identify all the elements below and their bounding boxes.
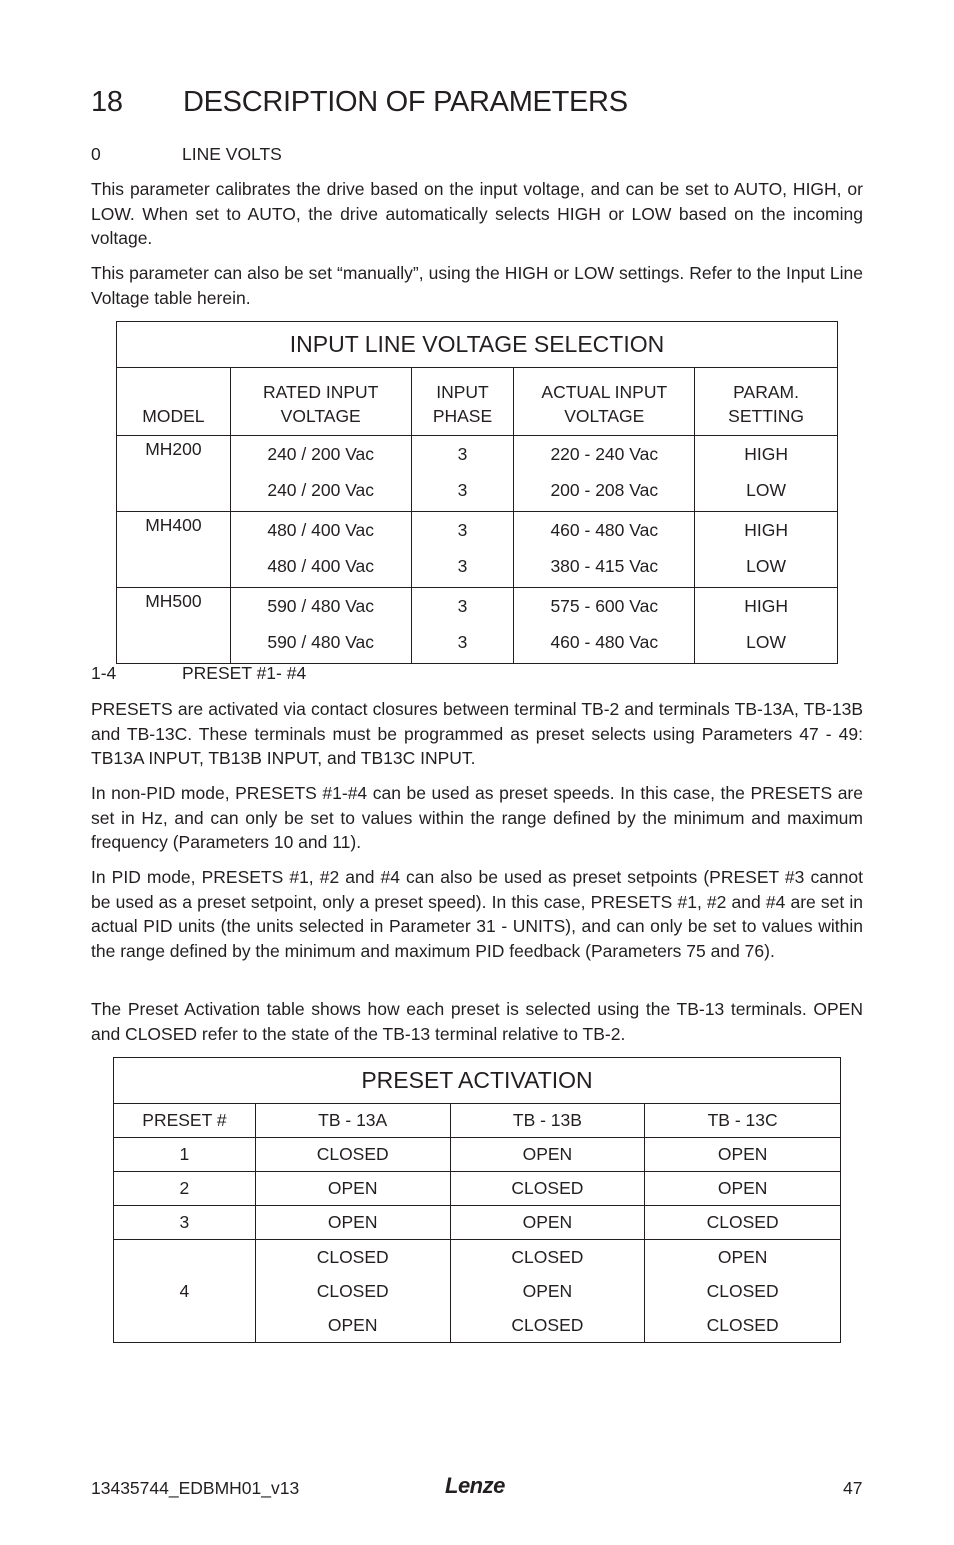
terminal-state: CLOSED (316, 1247, 389, 1267)
preset-state-cell (645, 1206, 841, 1240)
voltage-value: 3 (457, 632, 468, 652)
voltage-cell (230, 588, 411, 664)
voltage-value: 240 / 200 Vac (267, 480, 375, 500)
model-cell: MH200 (117, 436, 231, 512)
voltage-table-title: INPUT LINE VOLTAGE SELECTION (117, 322, 838, 368)
voltage-value: 480 / 400 Vac (267, 520, 375, 540)
voltage-value: 200 - 208 Vac (550, 480, 659, 500)
preset-state-cell (645, 1172, 841, 1206)
section-heading (91, 86, 628, 119)
preset-col-header: TB - 13B (450, 1104, 645, 1138)
voltage-cell (695, 512, 838, 588)
terminal-state: CLOSED (511, 1247, 584, 1267)
voltage-value: 3 (457, 480, 468, 500)
voltage-value: HIGH (744, 520, 788, 540)
voltage-col-header: INPUT PHASE (411, 368, 514, 436)
terminal-state: CLOSED (706, 1281, 779, 1301)
voltage-value: 590 / 480 Vac (267, 596, 375, 616)
preset-state-cell (450, 1240, 645, 1343)
voltage-value: 3 (457, 556, 468, 576)
param0-paragraph-1: This parameter calibrates the drive based on the input voltage, and can be set to AUTO, HIGH, or LOW. When set to AUTO, the drive automatically selects HIGH or LOW based on the incoming voltage. (91, 179, 863, 248)
voltage-cell (695, 588, 838, 664)
model-cell: MH400 (117, 512, 231, 588)
voltage-col-header: MODEL (117, 368, 231, 436)
terminal-state: CLOSED (316, 1144, 389, 1164)
voltage-row-group (117, 436, 838, 512)
voltage-value: 480 / 400 Vac (267, 556, 375, 576)
param0-number: 0 (91, 144, 101, 164)
preset-col-header: TB - 13A (255, 1104, 450, 1138)
preset-row (114, 1206, 841, 1240)
model-cell: MH500 (117, 588, 231, 664)
voltage-value: 3 (457, 520, 468, 540)
voltage-value: HIGH (744, 444, 788, 464)
terminal-state: OPEN (717, 1144, 768, 1164)
voltage-cell (411, 512, 514, 588)
voltage-col-header: RATED INPUT VOLTAGE (230, 368, 411, 436)
terminal-state: OPEN (522, 1281, 573, 1301)
terminal-state: OPEN (327, 1178, 378, 1198)
param1-4-paragraph-1: PRESETS are activated via contact closures between terminal TB-2 and terminals TB-13A, TB-13B and TB-13C. These terminals must be programmed as preset selects using Parameters 47 - 49: TB13A INPUT, TB13B INPUT, and TB13C INPUT. (91, 699, 863, 768)
terminal-state: OPEN (717, 1247, 768, 1267)
footer-page-number: 47 (843, 1478, 863, 1498)
terminal-state: CLOSED (706, 1315, 779, 1335)
lenze-logo: Lenze (445, 1473, 505, 1498)
voltage-cell (514, 588, 695, 664)
voltage-value: 240 / 200 Vac (267, 444, 375, 464)
preset-row (114, 1138, 841, 1172)
preset-number-cell: 4 (114, 1240, 256, 1343)
voltage-cell (514, 512, 695, 588)
voltage-cell (514, 436, 695, 512)
preset-state-cell (450, 1172, 645, 1206)
footer-doc-id: 13435744_EDBMH01_v13 (91, 1478, 300, 1498)
voltage-value: 460 - 480 Vac (550, 520, 659, 540)
preset-state-cell (255, 1206, 450, 1240)
param1-4-paragraph-2: In non-PID mode, PRESETS #1-#4 can be used as preset speeds. In this case, the PRESETS are set in Hz, and can only be set to values within the range defined by the minimum and maximum frequency (Parameters 10 and 11). (91, 783, 863, 852)
voltage-value: HIGH (744, 596, 788, 616)
voltage-cell (230, 512, 411, 588)
voltage-value: 380 - 415 Vac (550, 556, 659, 576)
voltage-value: 590 / 480 Vac (267, 632, 375, 652)
preset-col-header: TB - 13C (645, 1104, 841, 1138)
preset-col-header: PRESET # (114, 1104, 256, 1138)
voltage-value: 3 (457, 596, 468, 616)
preset-number-cell: 2 (114, 1172, 256, 1206)
voltage-value: 220 - 240 Vac (550, 444, 659, 464)
param0-paragraph-2: This parameter can also be set “manually”, using the HIGH or LOW settings. Refer to the Input Line Voltage table herein. (91, 263, 863, 308)
preset-row (114, 1240, 841, 1343)
voltage-row-group (117, 512, 838, 588)
preset-activation-table (113, 1057, 841, 1343)
voltage-value: LOW (746, 632, 787, 652)
voltage-value: 460 - 480 Vac (550, 632, 659, 652)
param1-4-title: PRESET #1- #4 (182, 663, 307, 683)
preset-number-cell: 3 (114, 1206, 256, 1240)
voltage-row-group (117, 588, 838, 664)
terminal-state: CLOSED (511, 1315, 584, 1335)
terminal-state: OPEN (327, 1212, 378, 1232)
voltage-cell (411, 436, 514, 512)
param1-4-heading (91, 663, 306, 684)
preset-state-cell (255, 1240, 450, 1343)
terminal-state: OPEN (522, 1144, 573, 1164)
terminal-state: OPEN (327, 1315, 378, 1335)
terminal-state: OPEN (522, 1212, 573, 1232)
preset-state-cell (255, 1172, 450, 1206)
preset-state-cell (645, 1240, 841, 1343)
param0-title: LINE VOLTS (182, 144, 282, 164)
terminal-state: CLOSED (511, 1178, 584, 1198)
voltage-value: LOW (746, 556, 787, 576)
param0-heading (91, 144, 282, 165)
param1-4-number: 1-4 (91, 663, 117, 683)
preset-table-title: PRESET ACTIVATION (114, 1058, 841, 1104)
voltage-cell (411, 588, 514, 664)
terminal-state: CLOSED (316, 1281, 389, 1301)
voltage-col-header: PARAM. SETTING (695, 368, 838, 436)
section-number: 18 (91, 86, 123, 118)
voltage-value: LOW (746, 480, 787, 500)
voltage-cell (695, 436, 838, 512)
section-title: DESCRIPTION OF PARAMETERS (183, 86, 628, 118)
preset-state-cell (255, 1138, 450, 1172)
preset-row (114, 1172, 841, 1206)
terminal-state: CLOSED (706, 1212, 779, 1232)
preset-state-cell (645, 1138, 841, 1172)
preset-state-cell (450, 1138, 645, 1172)
voltage-value: 575 - 600 Vac (550, 596, 659, 616)
param1-4-paragraph-4: The Preset Activation table shows how each preset is selected using the TB-13 terminals. OPEN and CLOSED refer to the state of the TB-13 terminal relative to TB-2. (91, 999, 863, 1044)
terminal-state: OPEN (717, 1178, 768, 1198)
voltage-cell (230, 436, 411, 512)
preset-state-cell (450, 1206, 645, 1240)
voltage-col-header: ACTUAL INPUT VOLTAGE (514, 368, 695, 436)
input-line-voltage-table (116, 321, 838, 664)
preset-number-cell: 1 (114, 1138, 256, 1172)
param1-4-paragraph-3: In PID mode, PRESETS #1, #2 and #4 can also be used as preset setpoints (PRESET #3 cannot be used as a preset setpoint, only a preset speed). In this case, PRESETS #1, #2 and #4 are set in actual PID units (the units selected in Parameter 31 - UNITS), and can only be set to values within the range defined by the minimum and maximum PID feedback (Parameters 75 and 76). (91, 867, 863, 961)
voltage-value: 3 (457, 444, 468, 464)
